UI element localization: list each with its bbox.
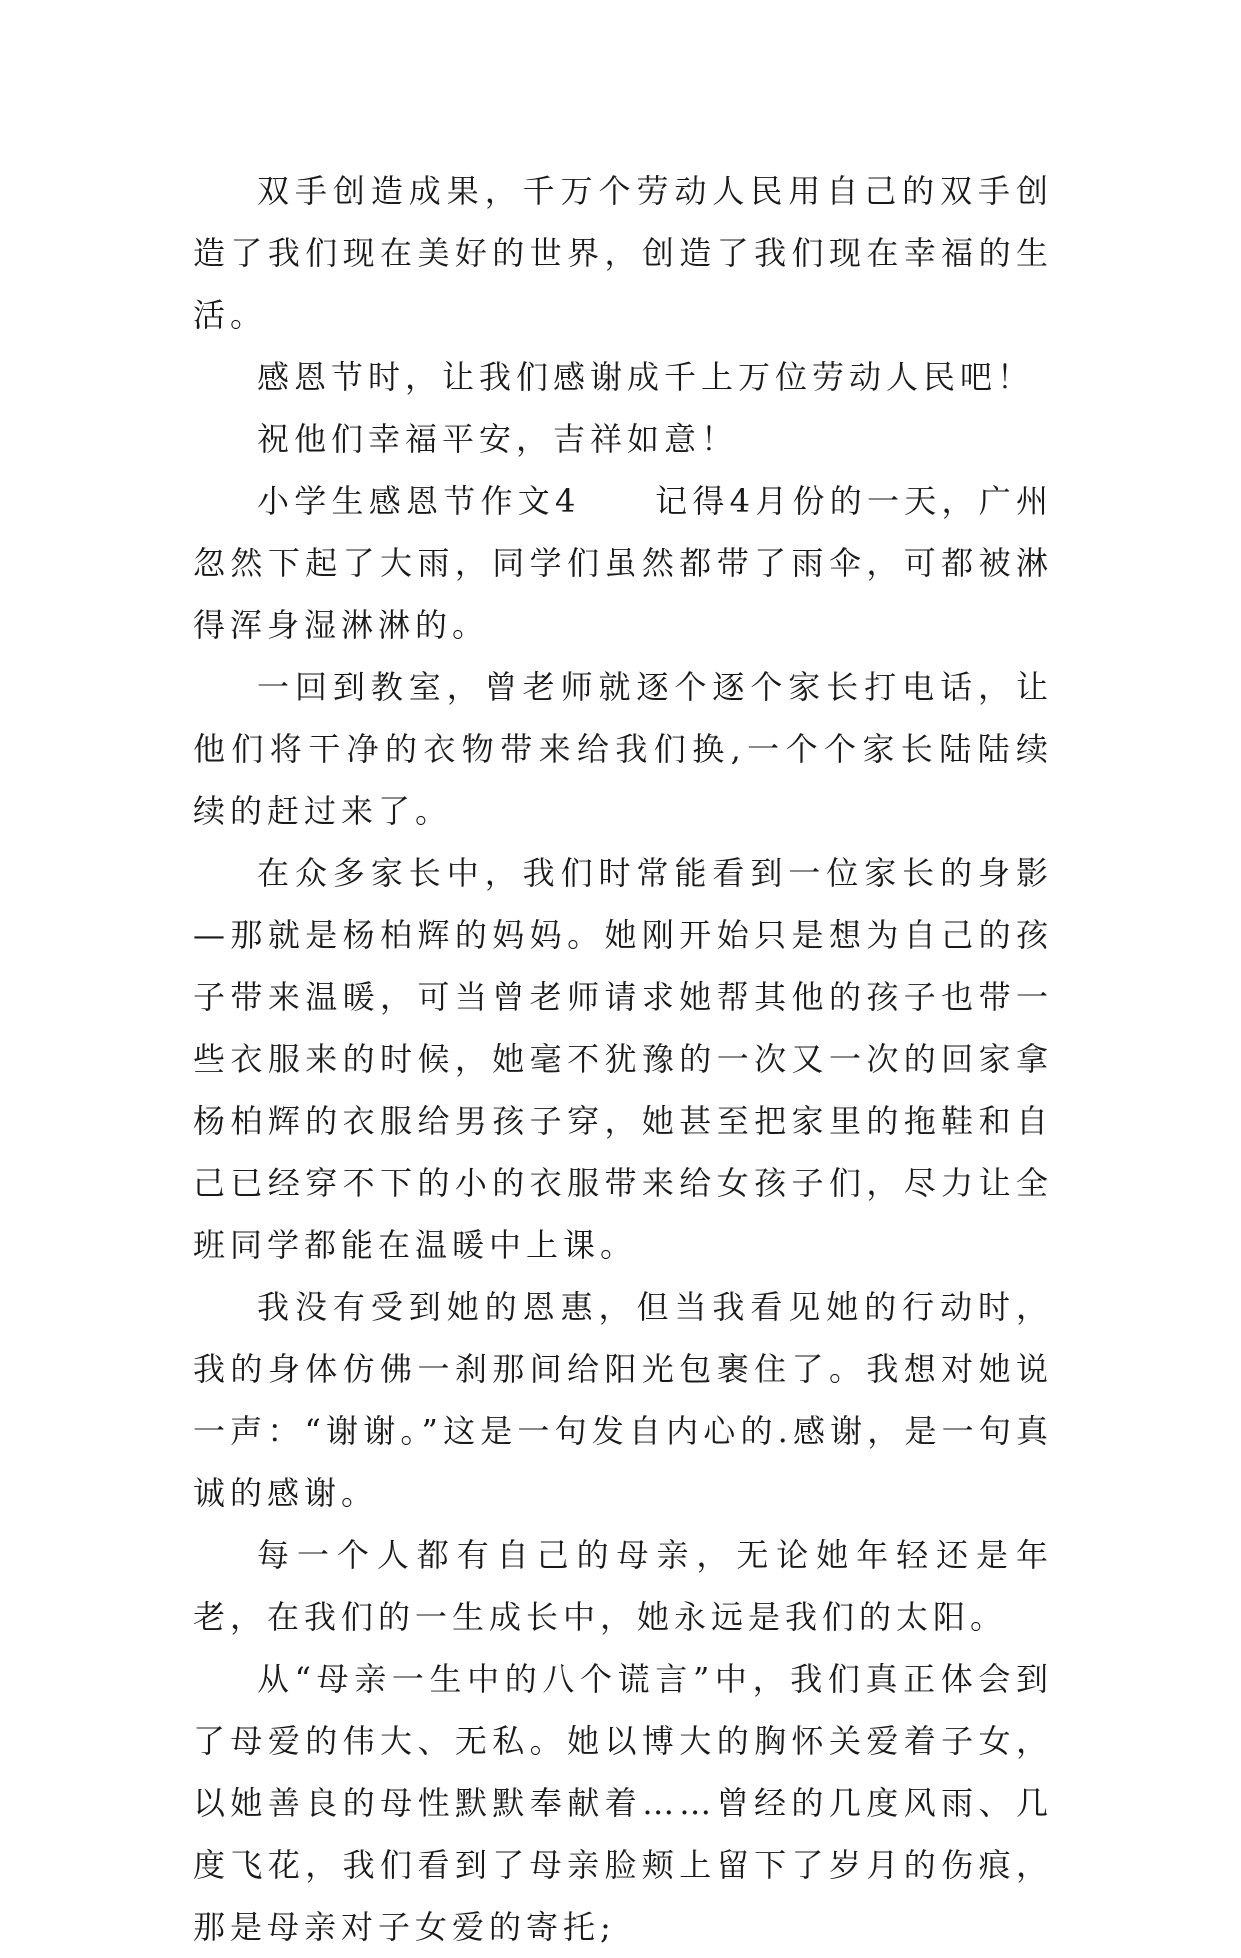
paragraph-6: 在众多家长中，我们时常能看到一位家长的身影—那就是杨柏辉的妈妈。她刚开始只是想为自己的孩子带来温暖，可当曾老师请求她帮其他的孩子也带一些衣服来的时候，她毫不犹豫的一次又一次的回家拿杨柏辉的衣服给男孩子穿，她甚至把家里的拖鞋和自己已经穿不下的小的衣服带来给女孩子们，尽力让全班同学都能在温暖中上课。 — [193, 854, 1053, 1264]
paragraph-3: 祝他们幸福平安，吉祥如意！ — [257, 420, 739, 458]
paragraph-2: 感恩节时，让我们感谢成千上万位劳动人民吧！ — [257, 358, 1035, 396]
paragraph-5: 一回到教室，曾老师就逐个逐个家长打电话，让他们将干净的衣物带来给我们换,一个个家长陆陆续续的赶过来了。 — [193, 668, 1053, 830]
paragraph-7: 我没有受到她的恩惠，但当我看见她的行动时，我的身体仿佛一刹那间给阳光包裹住了。我想对她说一声：“谢谢。”这是一句发自内心的.感谢，是一句真诚的感谢。 — [193, 1288, 1053, 1512]
paragraph-9: 从“母亲一生中的八个谎言”中，我们真正体会到了母爱的伟大、无私。她以博大的胸怀关爱着子女，以她善良的母性默默奉献着……曾经的几度风雨、几度飞花，我们看到了母亲脸颊上留下了岁月的伤痕，那是母亲对子女爱的寄托; — [193, 1660, 1053, 1946]
paragraph-1: 双手创造成果，千万个劳动人民用自己的双手创造了我们现在美好的世界，创造了我们现在幸福的生活。 — [193, 172, 1053, 334]
paragraph-8: 每一个人都有自己的母亲，无论她年轻还是年老，在我们的一生成长中，她永远是我们的太阳。 — [193, 1536, 1053, 1636]
document-body — [193, 160, 1053, 1958]
paragraph-4: 小学生感恩节作文4 记得4月份的一天，广州忽然下起了大雨，同学们虽然都带了雨伞，可都被淋得浑身湿淋淋的。 — [193, 482, 1053, 644]
